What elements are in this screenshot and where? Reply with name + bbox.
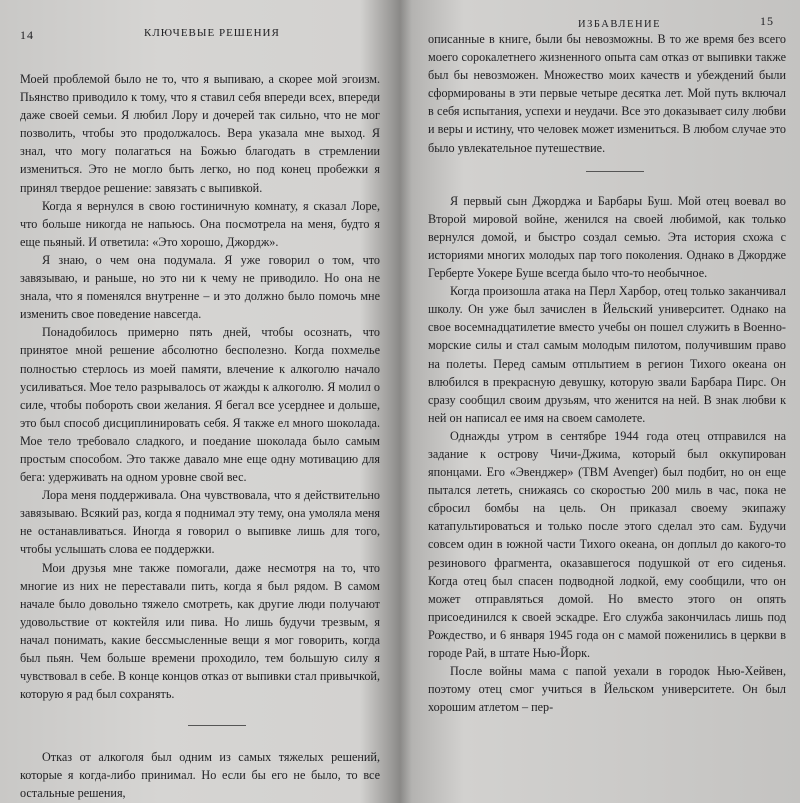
- paragraph: Я знаю, о чем она подумала. Я уже говорил о том, что завязываю, и раньше, но это ни к чему не приводило. Но она не знала, что я поменялся внутренне – и это должно было помочь мне изменить свое поведение навсегда.: [20, 252, 380, 322]
- right-page-number: 15: [760, 14, 774, 28]
- paragraph: Мои друзья мне также помогали, даже несмотря на то, что многие из них не переставали пить, когда я был рядом. В самом начале было довольно тяжело смотреть, как другие люди получают удовольствие от коктейля или пива. Но лишь будучи трезвым, я начал понимать, какие бессмысленные вещи я мог говорить, когда был пьян. Чем больше времени проходило, тем большую силу я чувствовал в себе. В конце концов отказ от выпивки стал привычкой, которую я рад был сохранять.: [20, 560, 380, 702]
- paragraph: Когда я вернулся в свою гостиничную комнату, я сказал Лоре, что больше никогда не напьюсь. Она посмотрела на меня, будто я еще пьяный. И ответила: «Это хорошо, Джордж».: [20, 198, 380, 249]
- left-page-header: [20, 26, 384, 48]
- left-page-body: [20, 70, 384, 803]
- left-running-title: КЛЮЧЕВЫЕ РЕШЕНИЯ: [144, 27, 280, 39]
- right-running-title: ИЗБАВЛЕНИЕ: [578, 19, 662, 30]
- section-divider: [586, 171, 644, 172]
- paragraph: Понадобилось примерно пять дней, чтобы осознать, что принятое мной решение абсолютно бесполезно. Когда похмелье полностью стерлось из моей памяти, влечение к алкоголю начало усиливаться. Мое тело разрывалось от жажды к алкоголю. Я молил о силе, чтобы побороть свои желания. Я бегал все усерднее и дольше, это был способ дисциплинировать себя. Я также ел много шоколада. Мое тело требовало сладкого, и поедание шоколада было самым простым способом. Это также давало мне еще одну мотивацию для бега: удерживать на одном уровне свой вес.: [20, 325, 380, 485]
- paragraph: описанные в книге, были бы невозможны. В то же время без всего моего сорокалетнего жизненного опыта сам отказ от выпивки также был бы невозможен. Множество моих качеств и убеждений были сформированы в эти первые четыре десятка лет. Мой путь включал в себя испытания, успехи и неудачи. Все это доказывает силу любви и веры и истину, что человек может измениться. В любом случае это было увлекательное путешествие.: [428, 32, 786, 155]
- right-page-header: [428, 12, 794, 34]
- paragraph: После войны мама с папой уехали в городок Нью-Хейвен, поэтому отец смог учиться в Йельском университете. Он был хорошим атлетом – пер-: [428, 664, 786, 715]
- section-divider: [188, 725, 246, 726]
- paragraph: Однажды утром в сентябре 1944 года отец отправился на задание к острову Чичи-Джима, который был оккупирован японцами. Его «Эвенджер» (TBM Avenger) был подбит, но он еще пытался лететь, снижаясь со скоростью 200 миль в час, пока не сбросил бомбы на цель. Он приказал своему экипажу катапультироваться и только после этого сделал это сам. Будучи совсем один в южной части Тихого океана, он доплыл до какого-то резинового фрагмента, оказавшегося подушкой от его сиденья. Когда отец был спасен подводной лодкой, ему сообщили, что он может отправляться домой. Но вместо этого он опять присоединился к своей эскадре. Его служба закончилась лишь под Рождество, и 6 января 1945 года он с мамой поженились в церкви в городе Рай, в штате Нью-Йорк.: [428, 428, 786, 660]
- left-page: [0, 0, 398, 801]
- left-page-number: 14: [20, 28, 34, 42]
- paragraph: Отказ от алкоголя был одним из самых тяжелых решений, которые я когда-либо принимал. Но если бы его не было, то все остальные решения,: [20, 750, 380, 801]
- right-page-body: [428, 30, 794, 716]
- paragraph: Моей проблемой было не то, что я выпиваю, а скорее мой эгоизм. Пьянство приводило к тому, что я ставил себя впереди всех, впереди даже своей семьи. Я любил Лору и дочерей так сильно, что не мог позволить, чтобы это продолжалось. Вера указала мне выход. Я знал, что могу полагаться на Божью благодать в стремлении измениться. Это не могло быть легко, но под конец пробежки я принял твердое решение: завязать с выпивкой.: [20, 72, 380, 195]
- paragraph: Я первый сын Джорджа и Барбары Буш. Мой отец воевал во Второй мировой войне, женился на своей любимой, как только вернулся домой, и быстро создал семью. Эта история схожа с историями многих молодых пар того поколения. Однако в Джордже Герберте Уокере Буше всегда было что-то необычное.: [428, 193, 786, 281]
- paragraph: Когда произошла атака на Перл Харбор, отец только заканчивал школу. Он уже был зачислен в Йельский университет. Однако на свое восемнадцатилетие вместо учебы он пошел служить в Военно-морские силы и стал самым молодым пилотом, получившим право на полеты. Перед самым отплытием в регион Тихого океана он влюбился в прекрасную девушку, которую звали Барбара Пирс. Он сразу сообщил своим друзьям, что женится на ней. В знак любви к ней он написал ее имя на своем самолете.: [428, 284, 786, 425]
- right-page: [398, 0, 800, 715]
- paragraph: Лора меня поддерживала. Она чувствовала, что я действительно завязываю. Всякий раз, когда я поднимал эту тему, она умоляла меня не останавливаться. Иногда я говорил о выпивке лишь для того, чтобы услышать слова ее поддержки.: [20, 488, 380, 557]
